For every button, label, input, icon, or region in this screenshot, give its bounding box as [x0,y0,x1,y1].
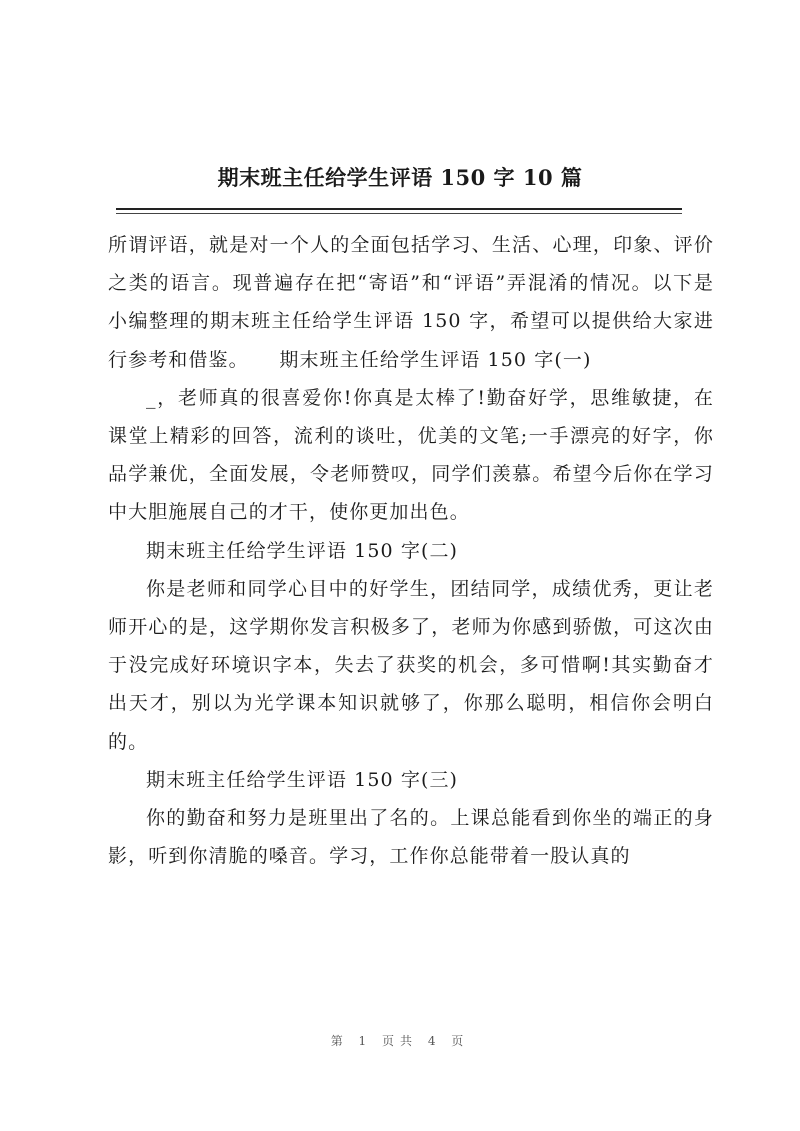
section-heading-3: 期末班主任给学生评语 150 字(三) [146,768,459,791]
section-heading-2: 期末班主任给学生评语 150 字(二) [146,539,459,562]
document-body [108,226,714,875]
comment-paragraph-3: 你的勤奋和努力是班里出了名的。上课总能看到你坐的端正的身影，听到你清脆的嗓音。学习，工作你总能带着一股认真的 [108,807,714,868]
comment-paragraph-2: 你是老师和同学心目中的好学生，团结同学，成绩优秀，更让老师开心的是，这学期你发言积极多了，老师为你感到骄傲，可这次由于没完成好环境识字本，失去了获奖的机会，多可惜啊!其实勤奋才出天才，别以为光学课本知识就够了，你那么聪明，相信你会明白的。 [108,577,714,753]
title-divider [116,208,682,210]
comment-paragraph-1: _，老师真的很喜爱你!你真是太棒了!勤奋好学，思维敏捷，在课堂上精彩的回答，流利的谈吐，优美的文笔;一手漂亮的好字，你品学兼优，全面发展，令老师赞叹，同学们羡慕。希望今后你在学习中大胆施展自己的才干，使你更加出色。 [108,386,714,524]
title-divider-thin [116,213,682,214]
intro-paragraph: 所谓评语，就是对一个人的全面包括学习、生活、心理，印象、评价之类的语言。现普遍存在把“寄语”和“评语”弄混淆的情况。以下是小编整理的期末班主任给学生评语 150 字，希望可以提供给大家进行参考和借鉴。 期末班主任给学生评语 150 字(一) [108,234,714,371]
page-number-footer: 第 1 页共 4 页 [330,1034,470,1048]
document-title: 期末班主任给学生评语 150 字 10 篇 [217,165,583,190]
